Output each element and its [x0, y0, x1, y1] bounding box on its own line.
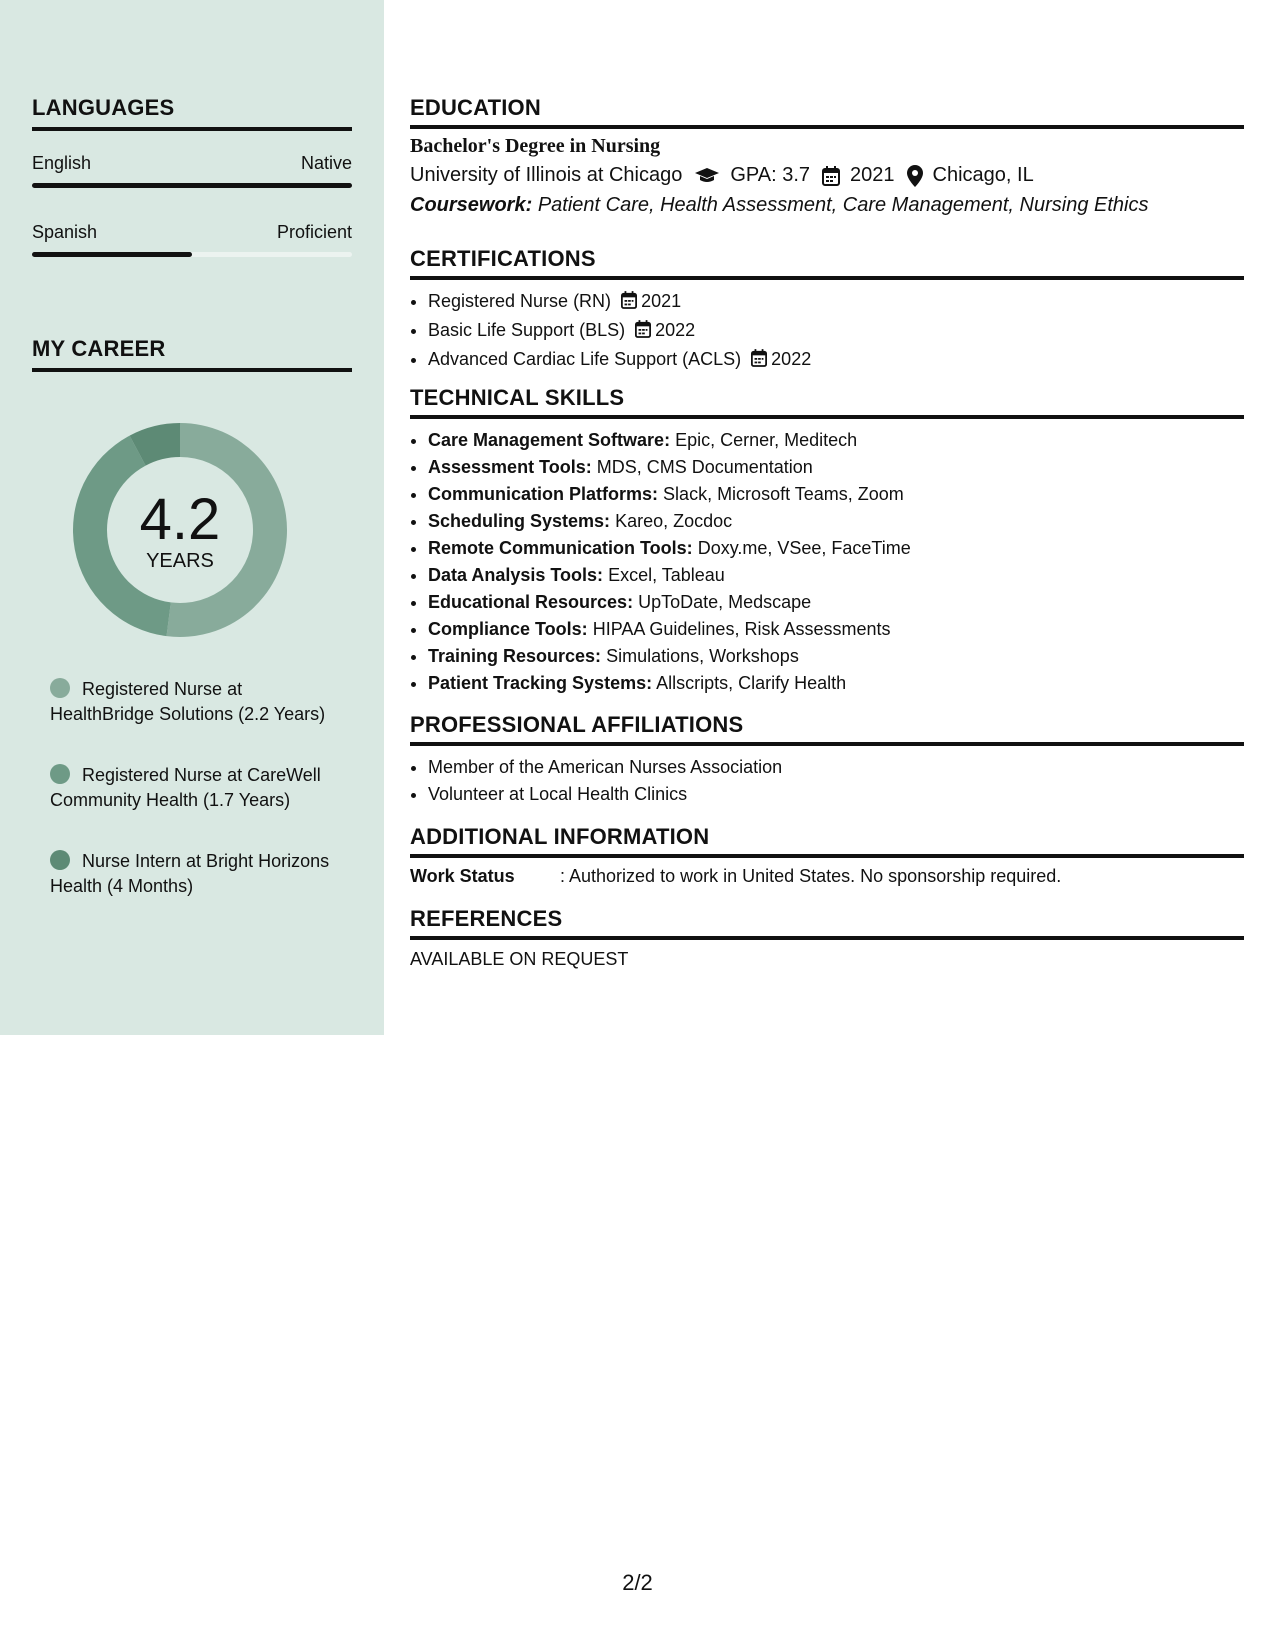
skill-values: Slack, Microsoft Teams, Zoom — [663, 484, 904, 504]
legend-dot — [50, 764, 70, 784]
legend-label: Registered Nurse at HealthBridge Solutions (2.2 Years) — [50, 679, 326, 724]
career-total-years: 4.2 — [139, 487, 221, 552]
skill-values: Allscripts, Clarify Health — [656, 673, 847, 693]
skill-category: Patient Tracking Systems: — [428, 673, 653, 693]
career-total-unit: YEARS — [146, 550, 214, 572]
language-name: English — [32, 153, 92, 173]
career-legend-item — [50, 677, 340, 727]
skill-item — [428, 616, 1244, 643]
language-bar-fill — [32, 183, 352, 188]
affiliation-item: • Volunteer at Local Health Clinics — [428, 781, 1244, 808]
certification-name: Basic Life Support (BLS) — [428, 320, 626, 340]
language-level: Proficient — [276, 222, 352, 242]
skill-values: Doxy.me, VSee, FaceTime — [697, 538, 911, 558]
skill-item — [428, 481, 1244, 508]
technical-skills-heading: TECHNICAL SKILLS — [410, 385, 1244, 419]
page-number: 2/2 — [622, 1570, 653, 1595]
work-status-label: Work Status — [410, 866, 515, 886]
skill-item — [428, 643, 1244, 670]
skill-values: Epic, Cerner, Meditech — [675, 430, 858, 450]
certification-item — [428, 317, 1244, 346]
skill-item — [428, 508, 1244, 535]
skill-values: HIPAA Guidelines, Risk Assessments — [592, 619, 891, 639]
language-bar-track — [32, 183, 352, 188]
certification-item — [428, 346, 1244, 375]
skill-item — [428, 535, 1244, 562]
skill-category: Compliance Tools: — [428, 619, 588, 639]
technical-skills-list — [410, 427, 1244, 697]
skill-values: UpToDate, Medscape — [638, 592, 812, 612]
certification-item — [428, 288, 1244, 317]
language-row — [32, 222, 352, 266]
calendar-icon — [822, 166, 840, 186]
skill-category: Communication Platforms: — [428, 484, 659, 504]
graduation-year: 2021 — [850, 164, 895, 186]
skill-item — [428, 454, 1244, 481]
affiliations-list — [410, 754, 1244, 808]
language-name: Spanish — [32, 222, 98, 242]
language-row — [32, 153, 352, 197]
skill-category: Training Resources: — [428, 646, 602, 666]
skill-category: Care Management Software: — [428, 430, 671, 450]
technical-skills-section — [410, 385, 1244, 697]
calendar-icon — [635, 319, 651, 346]
references-section — [410, 906, 1244, 970]
skill-item — [428, 427, 1244, 454]
legend-label: Registered Nurse at CareWell Community Health (1.7 Years) — [50, 765, 321, 810]
language-bar-track — [32, 252, 352, 257]
certification-year: 2022 — [655, 320, 696, 340]
education-heading: EDUCATION — [410, 95, 1244, 129]
skill-values: Excel, Tableau — [608, 565, 725, 585]
graduation-cap-icon — [694, 167, 720, 185]
additional-information-heading: ADDITIONAL INFORMATION — [410, 824, 1244, 858]
skill-category: Educational Resources: — [428, 592, 634, 612]
skill-values: MDS, CMS Documentation — [596, 457, 813, 477]
skill-item — [428, 670, 1244, 697]
career-heading: MY CAREER — [32, 336, 352, 372]
education-section — [410, 95, 1244, 217]
coursework-list: Patient Care, Health Assessment, Care Management, Nursing Ethics — [537, 194, 1149, 216]
references-text: AVAILABLE ON REQUEST — [410, 949, 629, 969]
education-details — [410, 164, 1244, 187]
skill-category: Remote Communication Tools: — [428, 538, 693, 558]
work-status-row — [410, 866, 1244, 887]
certifications-section — [410, 246, 1244, 375]
education-location: Chicago, IL — [932, 164, 1034, 186]
certification-name: Advanced Cardiac Life Support (ACLS) — [428, 349, 742, 369]
coursework — [410, 194, 1244, 217]
work-status-value: : Authorized to work in United States. No sponsorship required. — [560, 866, 1062, 886]
legend-dot — [50, 850, 70, 870]
language-level: Native — [300, 153, 352, 173]
skill-category: Scheduling Systems: — [428, 511, 611, 531]
affiliations-section — [410, 712, 1244, 808]
legend-label: Nurse Intern at Bright Horizons Health (4 Months) — [50, 851, 330, 896]
sidebar — [0, 0, 384, 1035]
skill-values: Simulations, Workshops — [606, 646, 799, 666]
certifications-heading: CERTIFICATIONS — [410, 246, 1244, 280]
certifications-list — [410, 288, 1244, 375]
additional-information-section — [410, 824, 1244, 887]
school-name: University of Illinois at Chicago — [410, 164, 683, 186]
affiliations-heading: PROFESSIONAL AFFILIATIONS — [410, 712, 1244, 746]
references-heading: REFERENCES — [410, 906, 1244, 940]
certification-year: 2021 — [641, 291, 682, 311]
degree-title: Bachelor's Degree in Nursing — [410, 135, 661, 157]
skill-values: Kareo, Zocdoc — [615, 511, 733, 531]
map-pin-icon — [907, 165, 923, 187]
skill-category: Data Analysis Tools: — [428, 565, 604, 585]
legend-dot — [50, 678, 70, 698]
skill-item — [428, 589, 1244, 616]
gpa: GPA: 3.7 — [730, 164, 811, 186]
career-legend-item — [50, 763, 340, 813]
language-bar-fill — [32, 252, 192, 257]
skill-item — [428, 562, 1244, 589]
calendar-icon — [621, 290, 637, 317]
calendar-icon — [751, 348, 767, 375]
career-legend-item — [50, 849, 340, 899]
coursework-label: Coursework: — [410, 194, 533, 216]
skill-category: Assessment Tools: — [428, 457, 592, 477]
affiliation-item: • Member of the American Nurses Association — [428, 754, 1244, 781]
languages-heading: LANGUAGES — [32, 95, 352, 131]
certification-year: 2022 — [771, 349, 812, 369]
certification-name: Registered Nurse (RN) — [428, 291, 612, 311]
